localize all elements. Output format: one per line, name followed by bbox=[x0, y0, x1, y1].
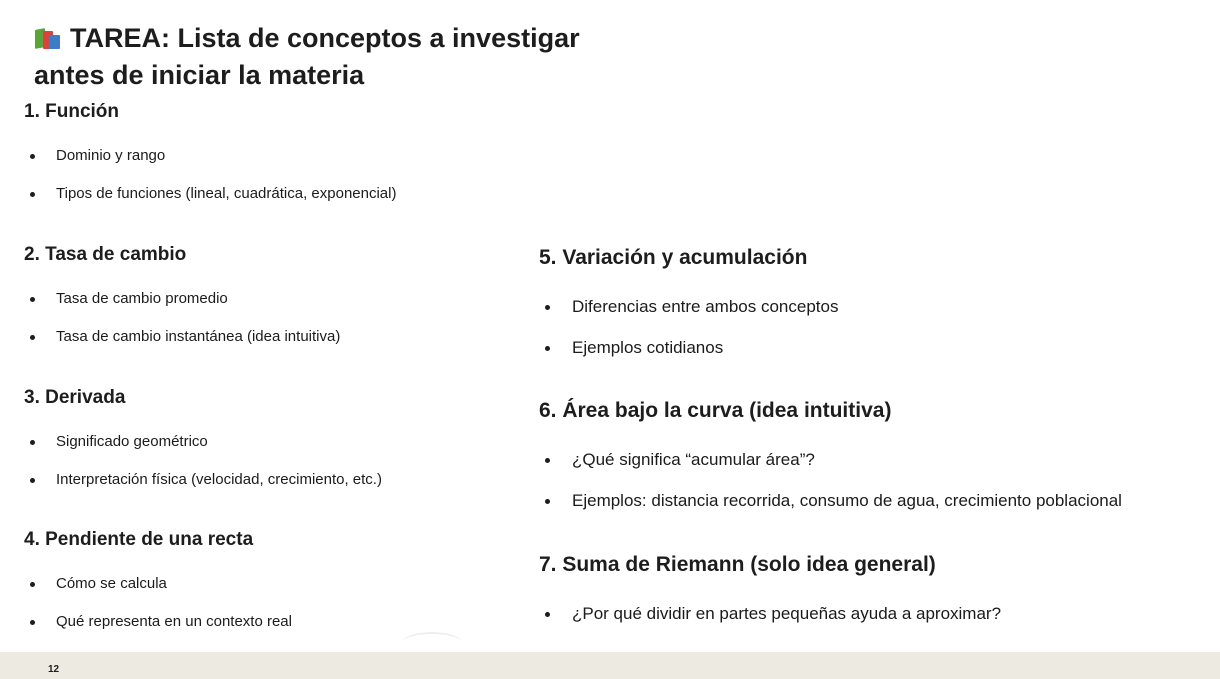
list-item bbox=[24, 432, 382, 452]
list-item bbox=[539, 296, 838, 318]
bullet-list bbox=[539, 449, 1122, 512]
list-item-text: Tipos de funciones (lineal, cuadrática, exponencial) bbox=[56, 185, 397, 202]
list-item-text: Interpretación física (velocidad, crecimiento, etc.) bbox=[56, 471, 382, 488]
list-item-text: Tasa de cambio promedio bbox=[56, 290, 228, 307]
section-heading: 4. Pendiente de una recta bbox=[24, 529, 254, 550]
section-suma-riemann bbox=[539, 552, 1001, 644]
list-item bbox=[539, 603, 1001, 625]
list-item bbox=[24, 612, 292, 632]
section-tasa-de-cambio bbox=[24, 243, 340, 365]
bullet-icon bbox=[30, 335, 35, 340]
bullet-list bbox=[24, 574, 292, 632]
section-heading: 2. Tasa de cambio bbox=[24, 244, 187, 265]
decorative-arc bbox=[402, 632, 462, 654]
list-item-text: ¿Qué significa “acumular área”? bbox=[572, 450, 815, 469]
section-heading: 5. Variación y acumulación bbox=[539, 246, 808, 269]
section-area-bajo-curva bbox=[539, 398, 1122, 531]
list-item bbox=[24, 146, 396, 166]
list-item-text: ¿Por qué dividir en partes pequeñas ayuda a aproximar? bbox=[572, 604, 1002, 623]
section-heading: 7. Suma de Riemann (solo idea general) bbox=[539, 553, 936, 576]
list-item bbox=[539, 449, 1122, 471]
list-item-text: Diferencias entre ambos conceptos bbox=[572, 297, 839, 316]
bullet-icon bbox=[30, 440, 35, 445]
bullet-list bbox=[24, 432, 382, 490]
list-item-text: Ejemplos cotidianos bbox=[572, 338, 724, 357]
bullet-list bbox=[24, 289, 340, 347]
list-item-text: Ejemplos: distancia recorrida, consumo de agua, crecimiento poblacional bbox=[572, 491, 1122, 510]
bullet-icon bbox=[30, 192, 35, 197]
list-item-text: Tasa de cambio instantánea (idea intuitiva) bbox=[56, 328, 341, 345]
bullet-icon bbox=[30, 620, 35, 625]
section-heading: 1. Función bbox=[24, 101, 119, 122]
list-item bbox=[539, 337, 838, 359]
list-item bbox=[24, 327, 340, 347]
list-item bbox=[24, 574, 292, 594]
bullet-list bbox=[24, 146, 396, 204]
bullet-icon bbox=[545, 458, 550, 463]
bullet-icon bbox=[30, 297, 35, 302]
section-funcion bbox=[24, 100, 396, 222]
title-line-2: antes de iniciar la materia bbox=[34, 60, 365, 90]
list-item bbox=[24, 184, 396, 204]
bullet-list bbox=[539, 603, 1001, 625]
list-item bbox=[539, 490, 1122, 512]
list-item bbox=[24, 470, 382, 490]
section-heading: 6. Área bajo la curva (idea intuitiva) bbox=[539, 399, 892, 422]
section-heading: 3. Derivada bbox=[24, 387, 126, 408]
bullet-icon bbox=[30, 154, 35, 159]
bullet-icon bbox=[30, 478, 35, 483]
list-item bbox=[24, 289, 340, 309]
bullet-icon bbox=[545, 346, 550, 351]
list-item-text: Qué representa en un contexto real bbox=[56, 613, 292, 630]
bullet-icon bbox=[545, 612, 550, 617]
section-pendiente bbox=[24, 528, 292, 650]
title-text-1: TAREA: Lista de conceptos a investigar bbox=[70, 23, 580, 53]
list-item-text: Significado geométrico bbox=[56, 433, 208, 450]
title-line-1 bbox=[34, 20, 580, 57]
bullet-list bbox=[539, 296, 838, 359]
page-number: 12 bbox=[48, 664, 60, 675]
bullet-icon bbox=[545, 499, 550, 504]
bullet-icon bbox=[30, 582, 35, 587]
list-item-text: Cómo se calcula bbox=[56, 575, 167, 592]
section-variacion-acumulacion bbox=[539, 245, 838, 378]
list-item-text: Dominio y rango bbox=[56, 147, 166, 164]
page-title bbox=[34, 20, 580, 94]
books-icon bbox=[34, 26, 60, 50]
section-derivada bbox=[24, 386, 382, 508]
bullet-icon bbox=[545, 305, 550, 310]
footer-bar bbox=[0, 652, 1220, 679]
